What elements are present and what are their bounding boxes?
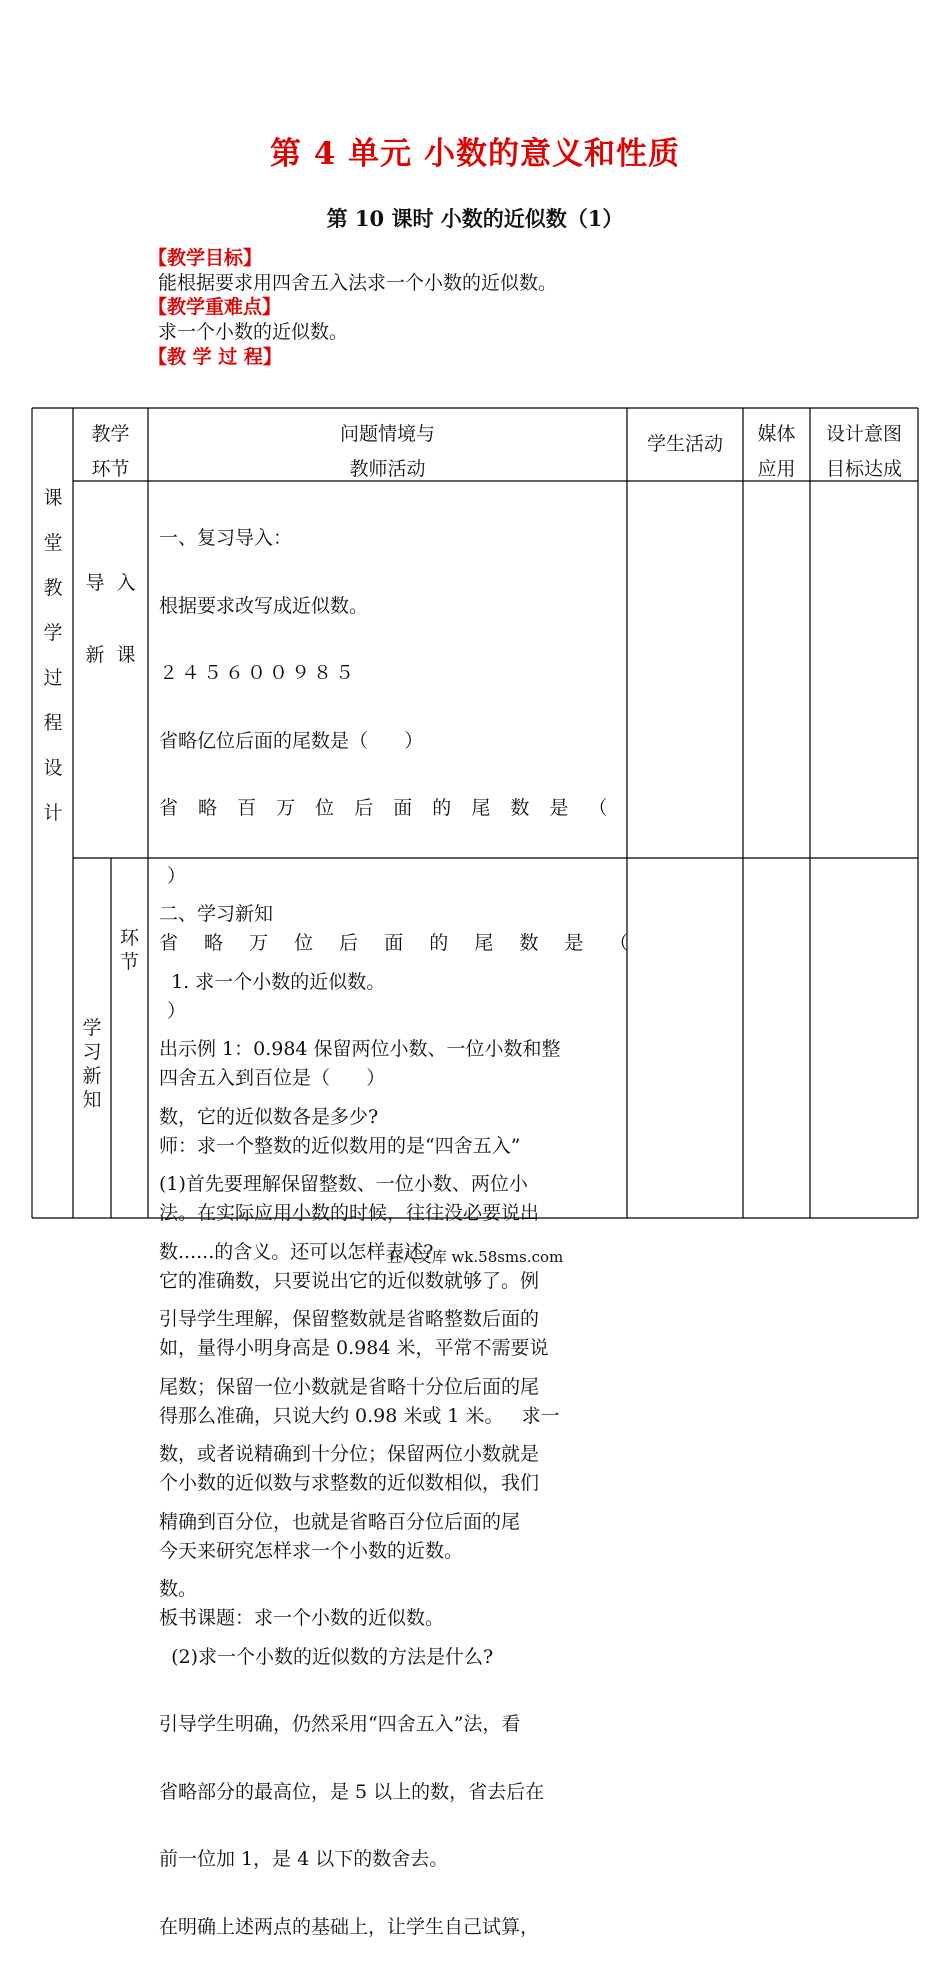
text-line: 引导学生明确，仍然采用“四舍五入”法，看 [159, 1713, 521, 1735]
row2-sub-stage-char: 环 [119, 927, 139, 949]
text-line: ） [167, 864, 187, 887]
header-activity-line: 问题情境与 [339, 423, 435, 445]
row1-stage-line: 新 课 [85, 644, 136, 666]
objective-heading: 【教学目标】 [148, 247, 263, 269]
text-line: 数。 [159, 1578, 198, 1600]
text-line: ２４５６００９８５ [159, 662, 358, 684]
text-line: 省略亿位后面的尾数是（ ） [159, 729, 424, 752]
side-label-char: 设 [43, 757, 63, 779]
text-line: 省略部分的最高位，是 5 以上的数，省去后在 [159, 1780, 545, 1803]
header-media [744, 417, 809, 487]
header-activity [149, 417, 626, 487]
text-line: 省 略 万 位 后 面 的 尾 数 是 （ [159, 932, 639, 954]
header-student: 学生活动 [646, 433, 723, 455]
unit-title: 第 4 单元 小数的意义和性质 [270, 136, 680, 172]
text-line: (2)求一个小数的近似数的方法是什么? [159, 1645, 494, 1668]
text-line: (1)首先要理解保留整数、一位小数、两位小 [159, 1173, 528, 1195]
side-label-char: 程 [43, 712, 63, 734]
text-line: 数......的含义。还可以怎样表述? [159, 1240, 434, 1263]
row2-stage [74, 1016, 110, 1112]
key-point-heading: 【教学重难点】 [148, 296, 282, 318]
row2-activity [159, 858, 639, 1961]
side-label-char: 堂 [43, 532, 63, 554]
header-intent-line: 目标达成 [825, 458, 902, 480]
text-line: 个小数的近似数与求整数的近似数相似，我们 [159, 1472, 540, 1494]
side-label-char: 学 [43, 622, 63, 644]
text-line: 板书课题：求一个小数的近似数。 [159, 1607, 445, 1629]
text-line: 师：求一个整数的近似数用的是“四舍五入” [159, 1134, 521, 1157]
row2-sub-stage [112, 926, 147, 974]
text-line: 一、复习导入： [159, 527, 293, 549]
header-intent-line: 设计意图 [825, 423, 902, 445]
text-line: 前一位加 1，是 4 以下的数舍去。 [159, 1848, 449, 1870]
side-label-char: 课 [43, 487, 63, 509]
objective-text: 能根据要求用四舍五入法求一个小数的近似数。 [158, 272, 558, 294]
text-line: 四舍五入到百位是（ ） [159, 1067, 386, 1089]
text-line: 它的准确数，只要说出它的近似数就够了。例 [159, 1269, 540, 1292]
row2-stage-char: 知 [82, 1089, 102, 1111]
text-line: 数，它的近似数各是多少? [159, 1105, 379, 1128]
side-label-column [34, 476, 72, 836]
text-line: ） [167, 999, 187, 1022]
row1-stage-line: 导 入 [85, 572, 136, 594]
text-line: 根据要求改写成近似数。 [159, 594, 369, 617]
side-label-char: 过 [43, 667, 63, 689]
row2-sub-stage-char: 节 [119, 951, 139, 973]
header-activity-line: 教师活动 [349, 458, 426, 480]
header-stage-line: 环节 [91, 458, 130, 480]
text-line: 二、学习新知 [159, 903, 274, 925]
row2-stage-char: 习 [82, 1041, 102, 1063]
text-line: 数，或者说精确到十分位；保留两位小数就是 [159, 1443, 540, 1465]
text-line: 引导学生理解，保留整数就是省略整数后面的 [159, 1308, 540, 1330]
lesson-title: 第 10 课时 小数的近似数（1） [326, 206, 624, 231]
header-media-line: 应用 [757, 458, 796, 480]
row2-stage-char: 学 [82, 1017, 102, 1039]
text-line: 今天来研究怎样求一个小数的近数。 [159, 1539, 464, 1562]
text-line: 出示例 1：0.984 保留两位小数、一位小数和整 [159, 1038, 561, 1060]
text-line: 法。在实际应用小数的时候，往往没必要说出 [159, 1202, 540, 1224]
header-stage-line: 教学 [91, 423, 130, 445]
key-point-text: 求一个小数的近似数。 [158, 321, 349, 343]
text-line: 省 略 百 万 位 后 面 的 尾 数 是 （ [159, 797, 615, 819]
text-line: 如，量得小明身高是 0.984 米，平常不需要说 [159, 1337, 549, 1359]
header-intent [811, 417, 917, 487]
text-line: 在明确上述两点的基础上，让学生自己试算， [159, 1915, 540, 1938]
process-heading: 【教 学 过 程】 [148, 346, 282, 368]
text-line: 尾数；保留一位小数就是省略十分位后面的尾 [159, 1375, 540, 1398]
row2-stage-char: 新 [82, 1065, 102, 1087]
footer-watermark: 五八文库 wk.58sms.com [386, 1248, 564, 1266]
row1-stage [74, 523, 147, 691]
header-stage [74, 417, 147, 487]
text-line: 得那么准确，只说大约 0.98 米或 1 米。 求一 [159, 1404, 560, 1427]
text-line: 1. 求一个小数的近似数。 [159, 970, 386, 993]
text-line: 精确到百分位，也就是省略百分位后面的尾 [159, 1510, 521, 1533]
header-media-line: 媒体 [757, 423, 796, 445]
side-label-char: 教 [43, 577, 63, 599]
side-label-char: 计 [43, 802, 63, 824]
